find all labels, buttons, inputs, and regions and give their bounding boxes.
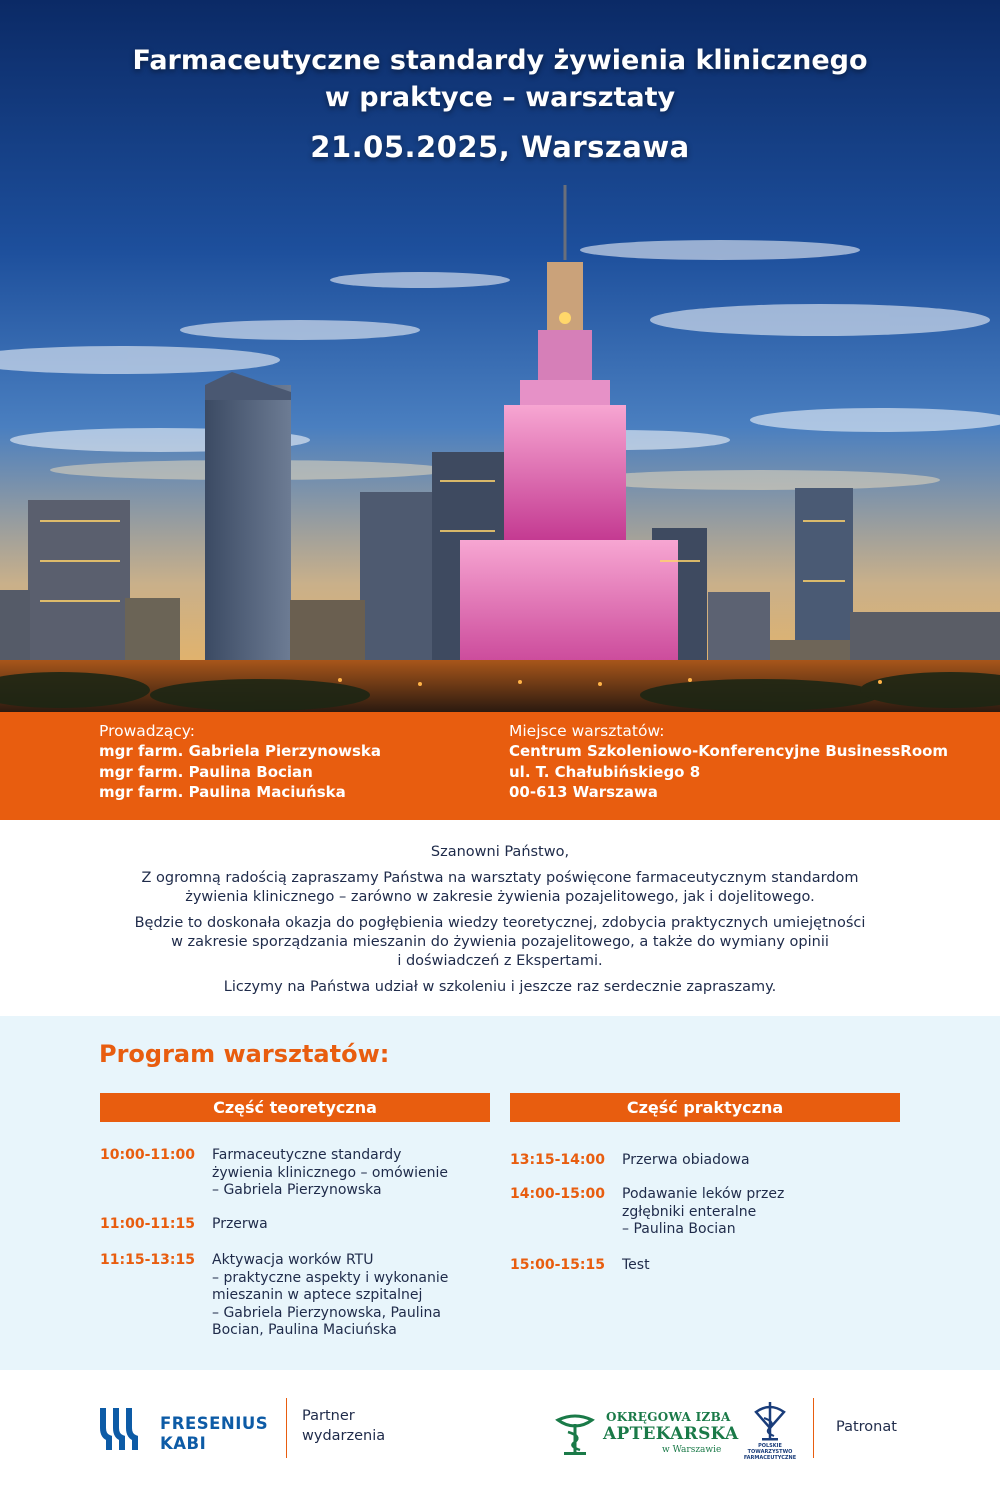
partner-line: Partner — [302, 1408, 355, 1424]
intro-line: i doświadczeń z Ekspertami. — [397, 953, 603, 969]
description-line: Przerwa obiadowa — [622, 1152, 750, 1168]
okregowa-izba-aptekarska-logo-icon — [550, 1402, 600, 1458]
schedule-time: 13:15-14:00 — [510, 1152, 605, 1168]
greeting: Szanowni Państwo, — [430, 844, 570, 860]
patronat-label: Patronat — [836, 1419, 897, 1435]
partner-line: wydarzenia — [302, 1428, 386, 1444]
schedule-item — [510, 1257, 910, 1277]
description-line: – Gabriela Pierzynowska — [212, 1182, 382, 1198]
schedule-time: 14:00-15:00 — [510, 1186, 605, 1202]
event-title-line1: Farmaceutyczne standardy żywienia klinicznego — [132, 45, 868, 76]
description-line: żywienia klinicznego – omówienie — [212, 1164, 449, 1181]
description-line: Aktywacja worków RTU — [212, 1252, 374, 1268]
event-title — [0, 42, 1000, 116]
description-line: mieszanin w aptece szpitalnej — [212, 1287, 423, 1303]
hero-banner — [0, 0, 1000, 712]
description-line: Podawanie leków przez — [622, 1186, 785, 1202]
ptf-name — [741, 1443, 799, 1461]
schedule-item — [100, 1216, 500, 1236]
info-band — [0, 712, 1000, 820]
venue-street: ul. T. Chałubińskiego 8 — [509, 762, 701, 781]
description-line: Przerwa — [212, 1216, 268, 1232]
schedule-item — [510, 1186, 910, 1242]
program-title: Program warsztatów: — [99, 1040, 390, 1068]
program-section — [0, 1016, 1000, 1370]
oia-name-line1: OKRĘGOWA IZBA — [606, 1410, 731, 1424]
schedule-time: 10:00-11:00 — [100, 1147, 195, 1163]
schedule-description — [212, 1252, 492, 1340]
schedule-description — [622, 1257, 902, 1275]
schedule-item — [100, 1147, 500, 1203]
hosts-section — [99, 721, 479, 803]
venue-city: 00-613 Warszawa — [509, 783, 658, 801]
hosts-label: Prowadzący: — [99, 722, 196, 740]
venue-section — [509, 721, 989, 803]
fresenius-kabi-wordmark — [160, 1414, 268, 1454]
fresenius-name: FRESENIUS — [160, 1414, 269, 1433]
intro-line: żywienia klinicznego – zarówno w zakresie żywienia pozajelitowego, jak i dojelitowego. — [185, 889, 815, 905]
divider — [813, 1398, 814, 1458]
partner-label — [302, 1406, 385, 1446]
schedule-description — [622, 1186, 902, 1239]
schedule-description — [212, 1216, 492, 1234]
description-line: – praktyczne aspekty i wykonanie — [212, 1269, 449, 1286]
schedule-item — [510, 1152, 910, 1172]
description-line: Bocian, Paulina Maciuńska — [212, 1322, 397, 1338]
invitation-text — [60, 843, 940, 1004]
description-line: – Gabriela Pierzynowska, Paulina — [212, 1304, 441, 1321]
venue-name: Centrum Szkoleniowo-Konferencyjne BusinessRoom — [509, 742, 949, 760]
oia-name-line3: w Warszawie — [662, 1445, 722, 1455]
kabi-name: KABI — [160, 1434, 207, 1453]
schedule-time: 11:15-13:15 — [100, 1252, 195, 1268]
theory-heading: Część teoretyczna — [100, 1093, 490, 1122]
description-line: Farmaceutyczne standardy — [212, 1147, 402, 1163]
host-name: mgr farm. Paulina Bocian — [99, 762, 313, 781]
description-line: zgłębniki enteralne — [622, 1203, 757, 1220]
practice-heading: Część praktyczna — [510, 1093, 900, 1122]
schedule-item — [100, 1252, 500, 1342]
intro-paragraph-2 — [60, 914, 940, 971]
ptf-logo-icon — [752, 1398, 788, 1442]
description-line: Test — [622, 1257, 650, 1273]
divider — [286, 1398, 287, 1458]
host-name: mgr farm. Paulina Maciuńska — [99, 783, 346, 801]
event-title-line2: w praktyce – warsztaty — [324, 82, 676, 113]
ptf-line: TOWARZYSTWO — [747, 1449, 793, 1455]
footer — [0, 1370, 1000, 1500]
oia-name-line2: APTEKARSKA — [603, 1424, 739, 1444]
intro-line: w zakresie sporządzania mieszanin do żywienia pozajelitowego, a także do wymiany opinii — [171, 934, 829, 950]
schedule-time: 11:00-11:15 — [100, 1216, 195, 1232]
intro-paragraph-3: Liczymy na Państwa udział w szkoleniu i jeszcze raz serdecznie zapraszamy. — [223, 979, 777, 995]
venue-label: Miejsce warsztatów: — [509, 722, 665, 740]
fresenius-kabi-logo-icon — [98, 1406, 148, 1452]
schedule-description — [622, 1152, 902, 1170]
ptf-line: POLSKIE — [758, 1443, 782, 1449]
schedule-time: 15:00-15:15 — [510, 1257, 605, 1273]
schedule-description — [212, 1147, 492, 1200]
ptf-line: FARMACEUTYCZNE — [743, 1455, 797, 1461]
event-date-location: 21.05.2025, Warszawa — [310, 130, 690, 164]
host-name: mgr farm. Gabriela Pierzynowska — [99, 742, 382, 760]
intro-line: Będzie to doskonała okazja do pogłębienia wiedzy teoretycznej, zdobycia praktycznych umiejętności — [134, 915, 866, 931]
intro-paragraph-1 — [60, 869, 940, 907]
intro-line: Z ogromną radością zapraszamy Państwa na warsztaty poświęcone farmaceutycznym standardom — [141, 870, 859, 886]
description-line: – Paulina Bocian — [622, 1221, 736, 1237]
